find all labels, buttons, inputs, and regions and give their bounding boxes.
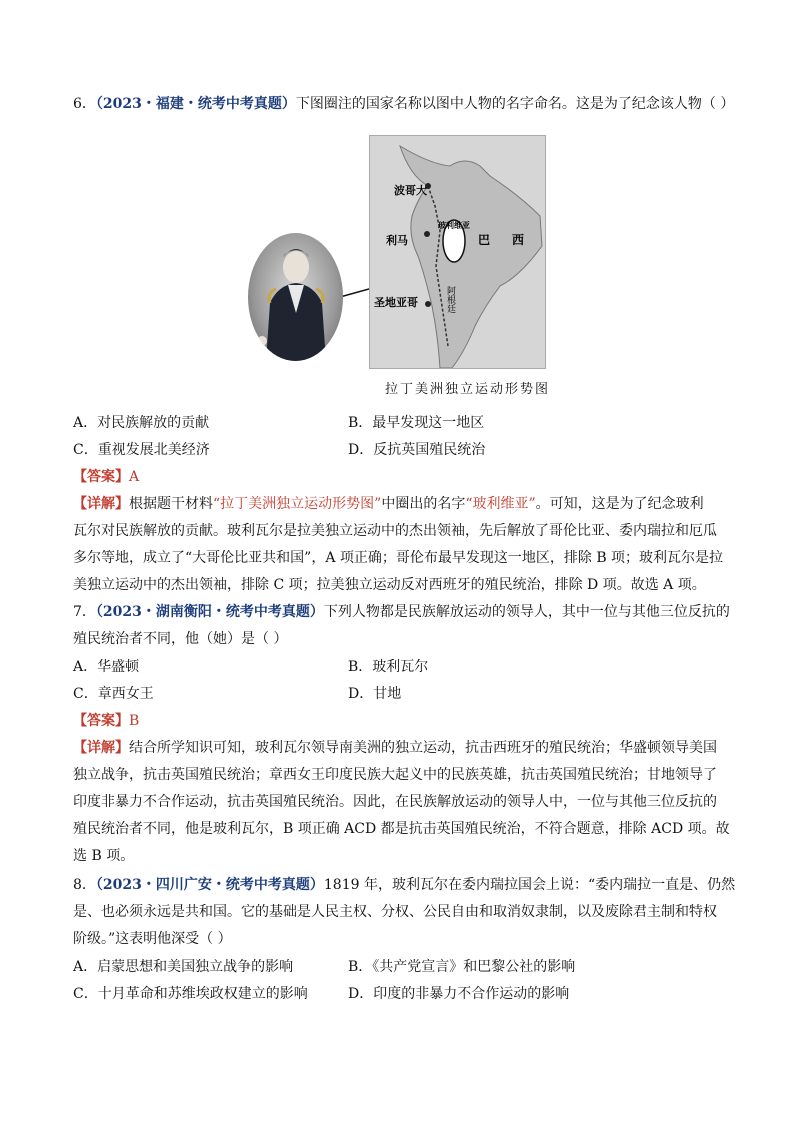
map-label-argentina: 阿根廷 <box>445 286 455 313</box>
q6-detail-text: 中圈出的名字 <box>381 496 466 512</box>
q7-detail-line-2: 独立战争，抗击英国殖民统治；章西女王印度民族大起义中的民族英雄，抗击英国殖民统治；甘地领导了 <box>73 767 717 783</box>
q8-source: （2023・四川广安・统考中考真题） <box>95 877 324 893</box>
latin-america-map <box>369 135 546 369</box>
q8-number: 8． <box>73 877 96 893</box>
q6-number: 6． <box>73 96 96 112</box>
q6-answer <box>73 467 139 487</box>
map-label-santiago: 圣地亚哥 <box>374 296 418 309</box>
q7-detail-tag: 【详解】 <box>73 740 129 756</box>
q6-stem-line <box>73 94 734 114</box>
q8-option-c: C．十月革命和苏维埃政权建立的影响 <box>73 986 308 1002</box>
map-label-brazil-1: 巴 <box>478 233 491 247</box>
q7-detail-text: 结合所学知识可知，玻利瓦尔领导南美洲的独立运动，抗击西班牙的殖民统治；华盛顿领导美国 <box>129 740 717 756</box>
q6-option-b: B．最早发现这一地区 <box>348 415 485 431</box>
q6-detail-line-2: 瓦尔对民族解放的贡献。玻利瓦尔是拉美独立运动中的杰出领袖，先后解放了哥伦比亚、委内瑞拉和厄瓜 <box>73 523 717 539</box>
q6-option-c: C．重视发展北美经济 <box>73 442 210 458</box>
q8-stem-line-3: 阶级。”这表明他深受（ ） <box>73 931 232 947</box>
map-label-circled: 玻利维亚 <box>438 221 470 230</box>
q6-detail-tag: 【详解】 <box>73 496 129 512</box>
q7-detail-line-3: 印度非暴力不合作运动，抗击英国殖民统治。因此，在民族解放运动的领导人中，一位与其他三位反抗的 <box>73 794 717 810</box>
q6-detail-line-1 <box>73 494 704 514</box>
q6-detail-text: 。可知，这是为了纪念玻利 <box>535 496 704 512</box>
q8-stem-line-2: 是、也必须永远是共和国。它的基础是人民主权、分权、公民自由和取消奴隶制，以及废除君主制和特权 <box>73 904 717 920</box>
q7-stem: 下列人物都是民族解放运动的领导人，其中一位与其他三位反抗的 <box>323 604 730 620</box>
q7-answer <box>73 711 139 731</box>
q8-option-d: D．印度的非暴力不合作运动的影响 <box>348 986 570 1002</box>
q8-option-a: A．启蒙思想和美国独立战争的影响 <box>73 959 294 975</box>
q7-option-b: B．玻利瓦尔 <box>348 659 429 675</box>
q6-stem: 下图圈注的国家名称以图中人物的名字命名。这是为了纪念该人物（ ） <box>295 96 735 112</box>
q7-option-c: C．章西女王 <box>73 686 154 702</box>
q7-stem-line-1 <box>73 602 730 622</box>
q7-detail-line-1 <box>73 738 717 758</box>
q6-detail-text: 根据题干材料 <box>129 496 213 512</box>
q7-answer-tag: 【答案】 <box>73 713 129 729</box>
q6-source: （2023・福建・统考中考真题） <box>95 96 296 112</box>
map-label-lima: 利马 <box>386 234 408 247</box>
q8-stem-line-1 <box>73 875 735 895</box>
q7-option-a: A．华盛顿 <box>73 659 140 675</box>
q6-option-a: A．对民族解放的贡献 <box>73 415 210 431</box>
q7-detail-line-4: 殖民统治者不同，他是玻利瓦尔，B 项正确 ACD 都是抗击英国殖民统治，不符合题意，排除 ACD 项。故 <box>73 821 730 837</box>
q7-source: （2023・湖南衡阳・统考中考真题） <box>95 604 324 620</box>
q6-detail-line-3: 多尔等地，成立了“大哥伦比亚共和国”，A 项正确；哥伦布最早发现这一地区，排除 B 项；玻利瓦尔是拉 <box>73 550 724 566</box>
q7-detail-line-5: 选 B 项。 <box>73 848 135 864</box>
figure-caption: 拉丁美洲独立运动形势图 <box>385 382 551 397</box>
q6-detail-quote: “拉丁美洲独立运动形势图” <box>213 496 382 512</box>
portrait-image <box>248 233 343 361</box>
q6-option-d: D．反抗英国殖民统治 <box>348 442 486 458</box>
q8-stem: 1819 年，玻利瓦尔在委内瑞拉国会上说：“委内瑞拉一直是、仍然 <box>323 877 736 893</box>
q7-number: 7． <box>73 604 96 620</box>
map-label-bogota: 波哥大 <box>394 184 427 197</box>
q7-option-d: D．甘地 <box>348 686 402 702</box>
q6-answer-value: A <box>129 469 140 485</box>
q7-stem-line-2: 殖民统治者不同，他（她）是（ ） <box>73 631 288 647</box>
q6-detail-quote: “玻利维亚” <box>465 496 536 512</box>
q6-answer-tag: 【答案】 <box>73 469 129 485</box>
q8-option-b: B．《共产党宣言》和巴黎公社的影响 <box>348 959 576 975</box>
q6-detail-line-4: 美独立运动中的杰出领袖，排除 C 项；拉美独立运动反对西班牙的殖民统治，排除 D 项。故选 A 项。 <box>73 577 706 593</box>
map-drawing <box>370 136 545 368</box>
q7-answer-value: B <box>129 713 140 729</box>
portrait-figure <box>248 233 343 361</box>
map-label-brazil-2: 西 <box>512 233 525 247</box>
